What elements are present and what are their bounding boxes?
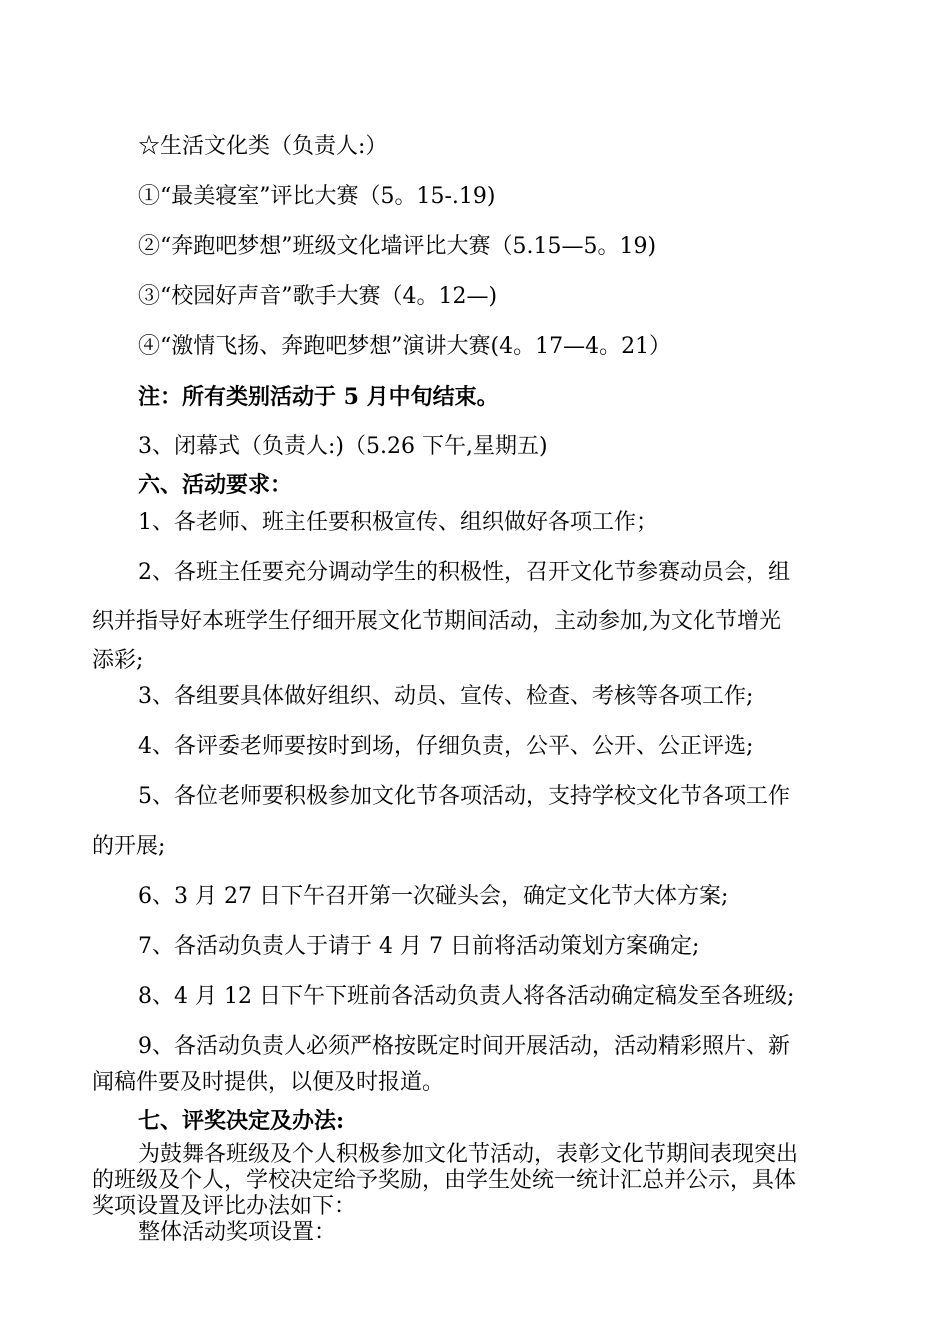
section-title-awards: 七、评奖决定及办法:: [138, 1108, 345, 1134]
requirement-item: 7、各活动负责人于请于 4 月 7 日前将活动策划方案确定;: [138, 934, 700, 959]
requirement-item: 6、3 月 27 日下午召开第一次碰头会，确定文化节大体方案;: [138, 884, 729, 909]
requirement-item: 5、各位老师要积极参加文化节各项活动，支持学校文化节各项工作: [138, 784, 790, 809]
category-header: ☆生活文化类（负责人:）: [138, 134, 388, 159]
activity-item: ②“奔跑吧梦想”班级文化墙评比大赛（5.15—5。19): [138, 234, 657, 259]
activity-item: ①“最美寝室”评比大赛（5。15-.19): [138, 184, 496, 209]
requirement-continuation: 添彩;: [92, 648, 144, 673]
closing-ceremony: 3、闭幕式（负责人:)（5.26 下午,星期五): [138, 434, 548, 459]
requirement-item: 9、各活动负责人必须严格按既定时间开展活动，活动精彩照片、新: [138, 1034, 790, 1059]
requirement-item: 2、各班主任要充分调动学生的积极性，召开文化节参赛动员会，组: [138, 560, 790, 585]
requirement-continuation: 闻稿件要及时提供，以便及时报道。: [92, 1070, 445, 1095]
activity-item: ④“激情飞扬、奔跑吧梦想”演讲大赛(4。17—4。21）: [138, 334, 672, 359]
requirement-item: 4、各评委老师要按时到场，仔细负责，公平、公开、公正评选;: [138, 734, 754, 759]
note-text: 注：所有类别活动于 5 月中旬结束。: [138, 384, 499, 410]
award-setup-heading: 整体活动奖项设置：: [138, 1220, 337, 1245]
award-paragraph-line: 为鼓舞各班级及个人积极参加文化节活动，表彰文化节期间表现突出: [138, 1142, 799, 1167]
award-paragraph-line: 的班级及个人，学校决定给予奖励，由学生处统一统计汇总并公示，具体: [92, 1168, 797, 1193]
requirement-continuation: 织并指导好本班学生仔细开展文化节期间活动，主动参加,为文化节增光: [92, 609, 781, 634]
requirement-continuation: 的开展;: [92, 834, 166, 859]
requirement-item: 3、各组要具体做好组织、动员、宣传、检查、考核等各项工作;: [138, 684, 754, 709]
requirement-item: 1、各老师、班主任要积极宣传、组织做好各项工作；: [138, 510, 658, 535]
requirement-item: 8、4 月 12 日下午下班前各活动负责人将各活动确定稿发至各班级;: [138, 984, 795, 1009]
section-title-requirements: 六、活动要求：: [138, 472, 293, 498]
award-paragraph-line: 奖项设置及评比办法如下：: [92, 1194, 357, 1219]
activity-item: ③“校园好声音”歌手大赛（4。12—): [138, 284, 498, 309]
